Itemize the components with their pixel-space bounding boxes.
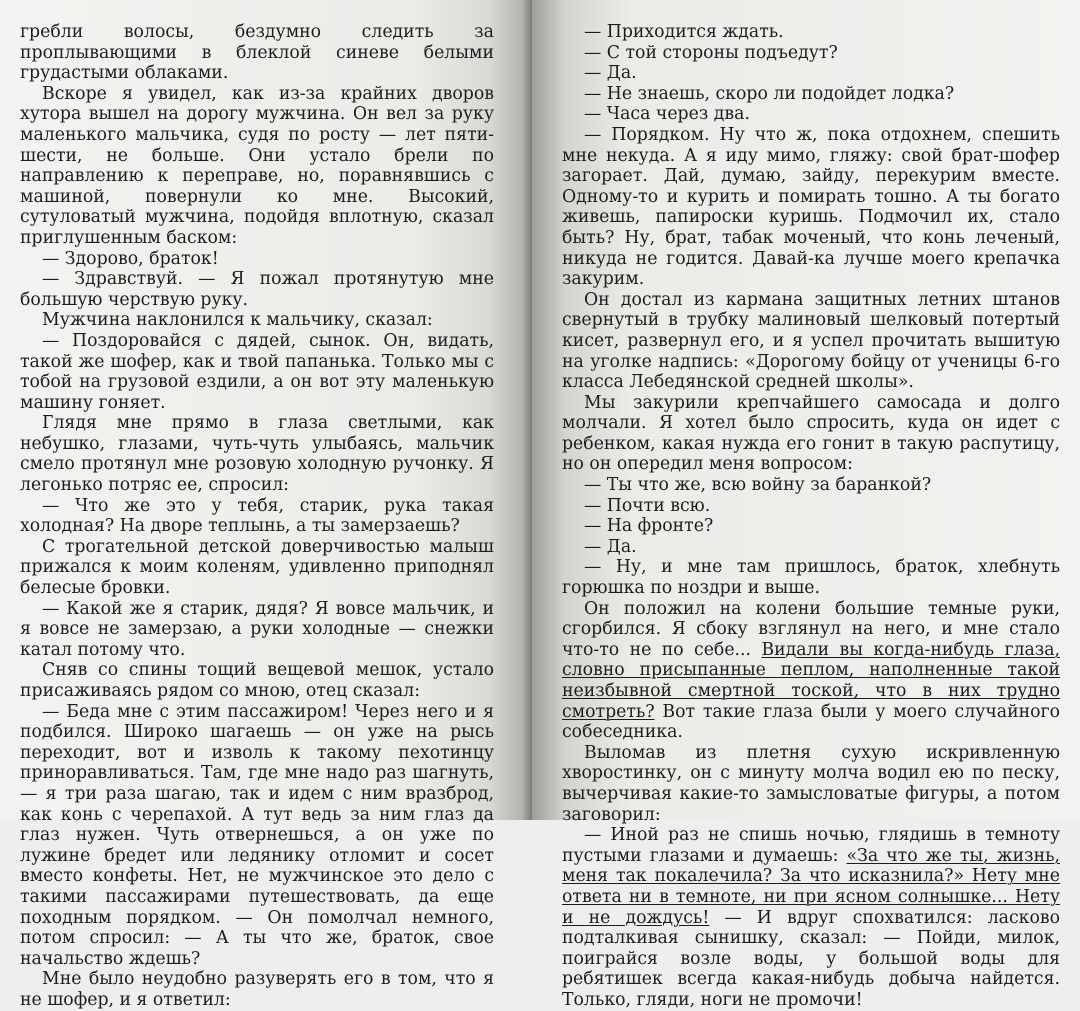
right-page bbox=[532, 0, 1080, 1010]
text-run: Он положил на колени большие темные руки, сгорбился. Я сбоку взглянул на него, и мне стало что-то не по себе... bbox=[562, 598, 1060, 660]
paragraph: — Приходится ждать. bbox=[584, 22, 784, 42]
paragraph: — Что же это у тебя, старик, рука такая холодная? На дворе теплынь, а ты замерзаешь? bbox=[20, 495, 494, 537]
paragraph: Мне было неудобно разуверять его в том, что я не шофер, и я ответил: bbox=[20, 969, 494, 1010]
paragraph: Выломав из плетня сухую искривленную хворостинку, он с минуту молча водил ею по песку, вычерчивая какие-то замысловатые фигуры, а потом заговорил: bbox=[562, 742, 1060, 825]
paragraph: Сняв со спины тощий вещевой мешок, устало присаживаясь рядом со мною, отец сказал: bbox=[20, 660, 494, 701]
paragraph bbox=[562, 825, 1060, 1010]
paragraph: С трогательной детской доверчивостью малыш прижался к моим коленям, удивленно приподнял белесые бровки. bbox=[20, 536, 494, 599]
paragraph: — Поздоровайся с дядей, сынок. Он, видать, такой же шофер, как и твой папанька. Только мы с тобой на грузовой ездили, а он вот эту маленькую машину гоняет. bbox=[20, 330, 494, 413]
paragraph: — Не знаешь, скоро ли подойдет лодка? bbox=[584, 83, 955, 104]
paragraph: — Часа через два. bbox=[584, 104, 750, 125]
left-page bbox=[0, 0, 532, 1010]
paragraph: Глядя мне прямо в глаза светлыми, как небушко, глазами, чуть-чуть улыбаясь, мальчик смело протянул мне розовую холодную ручонку. Я легонько потряс ее, спросил: bbox=[20, 413, 494, 496]
paragraph: — Беда мне с этим пассажиром! Через него и я подбился. Широко шагаешь — он уже на рысь переходит, вот и изволь к такому пехотинцу приноравливаться. Там, где мне надо раз шагнуть, — я три раза шагаю, так и идем с ним вразброд, как конь с черепахой. А тут ведь за ним глаз да глаз нужен. Чуть отвернешься, а он уже по лужине бредет или ледянику отломит и сосет вместо конфеты. Нет, не мужчинское это дело с такими пассажирами путешествовать, да еще походным порядком. — Он помолчал немного, потом спросил: — А ты что же, браток, свое начальство ждешь? bbox=[20, 701, 494, 969]
paragraph: — Какой же я старик, дядя? Я вовсе мальчик, и я вовсе не замерзаю, а руки холодные — снежки катал потому что. bbox=[20, 598, 494, 660]
text-run: Вот такие глаза были у моего случайного собеседника. bbox=[562, 701, 1060, 743]
paragraph: гребли волосы, бездумно следить за проплывающими в блеклой синеве белыми грудастыми облаками. bbox=[20, 22, 494, 84]
paragraph: — Да. bbox=[584, 63, 637, 84]
paragraph: Мы закурили крепчайшего самосада и долго молчали. Я хотел было спросить, куда он идет с ребенком, какая нужда его гонит в такую распутицу, но он опередил меня вопросом: bbox=[562, 392, 1060, 475]
paragraph: Мужчина наклонился к мальчику, сказал: bbox=[42, 310, 433, 331]
underlined-passage: «За что же ты, жизнь, меня так покалечила? За что исказнила?» Нету мне ответа ни в темноте, ни при ясном солнышке... Нету и не дождусь! bbox=[562, 845, 1060, 928]
underlined-passage: Видали вы когда-нибудь глаза, словно присыпанные пеплом, наполненные такой неизбывной смертной тоской, что в них трудно смотреть? bbox=[562, 639, 1060, 722]
paragraph bbox=[562, 599, 1060, 743]
paragraph: — Порядком. Ну что ж, пока отдохнем, спешить мне некуда. А я иду мимо, гляжу: свой брат-шофер загорает. Дай, думаю, зайду, перекурим вместе. Одному-то и курить и помирать тошно. А ты богато живешь, папироски куришь. Подмочил их, стало быть? Ну, брат, табак моченый, что конь леченый, никуда не годится. Давай-ка лучше моего крепачка закурим. bbox=[562, 124, 1060, 290]
text-run: — И вдруг спохватился: ласково подталкивая сынишку, сказал: — Пойди, милок, поиграйся возле воды, у большой воды для ребятишек всегда какая-нибудь добыча найдется. Только, гляди, ноги не промочи! bbox=[562, 907, 1060, 1010]
paragraph: — На фронте? bbox=[584, 516, 714, 537]
paragraph: — Здравствуй. — Я пожал протянутую мне большую черствую руку. bbox=[20, 269, 494, 310]
paragraph: — С той стороны подъедут? bbox=[584, 42, 838, 63]
paragraph: Вскоре я увидел, как из-за крайних дворов хутора вышел на дорогу мужчина. Он вел за руку маленького мальчика, судя по росту — лет пяти-шести, не больше. Они устало брели по направлению к переправе, но, поравнявшись с машиной, повернули ко мне. Высокий, сутуловатый мужчина, подойдя вплотную, сказал приглушенным баском: bbox=[20, 83, 494, 248]
paragraph: — Ты что же, всю войну за баранкой? bbox=[584, 475, 932, 496]
paragraph: Он достал из кармана защитных летних штанов свернутый в трубку малиновый шелковый потертый кисет, развернул его, и я успел прочитать вышитую на уголке надпись: «Дорогому бойцу от ученицы 6-го класса Лебедянской средней школы». bbox=[562, 289, 1060, 393]
paragraph: — Почти всю. bbox=[584, 495, 711, 516]
paragraph: — Ну, и мне там пришлось, браток, хлебнуть горюшка по ноздри и выше. bbox=[562, 557, 1060, 599]
text-run: — Иной раз не спишь ночью, глядишь в темноту пустыми глазами и думаешь: bbox=[562, 825, 1060, 866]
paragraph: — Здорово, браток! bbox=[42, 248, 219, 269]
paragraph: — Да. bbox=[584, 536, 637, 557]
